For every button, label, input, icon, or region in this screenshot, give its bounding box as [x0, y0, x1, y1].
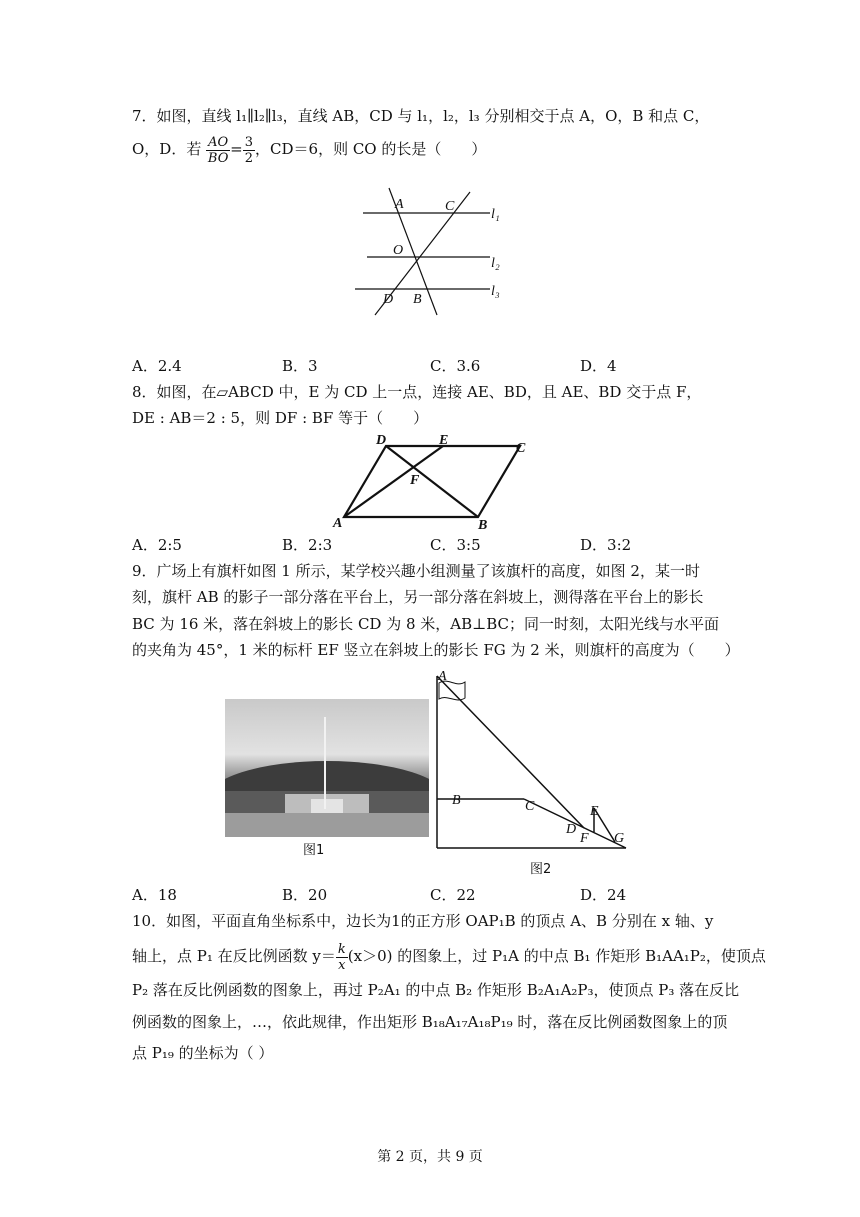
flagpole-photo-drawing: [225, 699, 429, 837]
fig2-label-d: D: [566, 822, 577, 837]
q9-option-b: B．20: [282, 886, 328, 904]
q7-option-c: C．3.6: [430, 357, 481, 375]
q7-label-l2: l₂: [491, 256, 500, 271]
fig2-label-e: E: [590, 804, 599, 819]
q8-option-b: B．2:3: [282, 536, 333, 554]
fig2-label-a: A: [438, 669, 447, 684]
q8-line-1: 8．如图，在▱ABCD 中，E 为 CD 上一点，连接 AE、BD，且 AE、BD 交于点 F，: [132, 383, 702, 401]
q7-label-a: A: [395, 197, 404, 212]
q9-option-c: C．22: [430, 886, 476, 904]
q9-option-a: A．18: [132, 886, 177, 904]
q8-label-d: D: [376, 433, 387, 448]
q7-frac2-den: 2: [244, 150, 254, 166]
q9-line-3: BC 为 16 米，落在斜坡上的影长 CD 为 8 米，AB⊥BC；同一时刻，太阳光线与水平面: [132, 615, 720, 633]
q10-line-2: [132, 940, 766, 973]
fig2-label-c: C: [525, 799, 535, 814]
q7-option-d: D．4: [580, 357, 617, 375]
q7-line-1: 7．如图，直线 l₁∥l₂∥l₃，直线 AB，CD 与 l₁，l₂，l₃ 分别相交于点 A，O，B 和点 C，: [132, 107, 710, 125]
fig1-caption-svg: [300, 838, 350, 860]
q7-option-a: A．2.4: [132, 357, 182, 375]
q8-label-c: C: [516, 441, 526, 456]
q10-line-4: 例函数的图象上，…，依此规律，作出矩形 B₁₈A₁₇A₁₈P₁₉ 时，落在反比例函数图象上的顶: [132, 1013, 728, 1031]
q8-label-f: F: [410, 473, 420, 488]
flagpole-photo: [225, 699, 429, 837]
q7-label-l3: l₃: [491, 284, 500, 299]
q10-fraction-k-x: [336, 942, 348, 973]
q7-equals: =: [230, 140, 243, 158]
q9-figure-2: [430, 668, 640, 878]
q9-line-2: 刻，旗杆 AB 的影子一部分落在平台上，另一部分落在斜坡上，测得落在平台上的影长: [132, 588, 704, 606]
q7-label-b: B: [413, 292, 422, 307]
q9-line-4: 的夹角为 45°，1 米的标杆 EF 竖立在斜坡上的影长 FG 为 2 米，则旗杆的高度为（ ）: [132, 641, 740, 659]
q7-label-d: D: [383, 292, 394, 307]
fig1-caption: 图1: [303, 843, 325, 858]
q8-label-a: A: [333, 516, 343, 531]
q7-frac2-num: 3: [244, 134, 254, 150]
q7-figure: [345, 180, 515, 320]
q8-figure: [330, 432, 530, 532]
q7-option-b: B．3: [282, 357, 318, 375]
q7-line-2b: ，CD＝6，则 CO 的长是（ ）: [255, 140, 487, 158]
q8-label-e: E: [439, 433, 449, 448]
q7-line-2a: O，D．若: [132, 140, 202, 158]
q7-frac1-den: BO: [207, 150, 229, 166]
q7-frac1-num: AO: [208, 134, 229, 150]
q8-label-b: B: [478, 518, 488, 532]
fig2-caption: 图2: [530, 862, 552, 877]
q10-line-1: 10．如图，平面直角坐标系中，边长为1的正方形 OAP₁B 的顶点 A、B 分别在 x 轴、y: [132, 912, 714, 930]
q8-option-c: C．3:5: [430, 536, 481, 554]
q10-line-3: P₂ 落在反比例函数的图象上，再过 P₂A₁ 的中点 B₂ 作矩形 B₂A₁A₂P₃，使顶点 P₃ 落在反比: [132, 981, 740, 999]
fig2-label-g: G: [614, 831, 625, 846]
fig2-label-b: B: [452, 793, 461, 808]
q8-line-2: DE : AB＝2 : 5，则 DF : BF 等于（ ）: [132, 409, 429, 427]
q7-label-o: O: [393, 243, 404, 258]
q8-option-d: D．3:2: [580, 536, 632, 554]
fig2-caption-svg: [527, 857, 577, 879]
fig2-label-f: F: [580, 831, 589, 846]
q7-label-l1: l₁: [491, 207, 500, 222]
q7-fraction-3-2: [243, 135, 255, 166]
q7-line-2: [132, 133, 486, 166]
page-footer: 第 2 页，共 9 页: [377, 1149, 483, 1165]
q10-frac-num: k: [337, 941, 346, 957]
q10-line-2b: (x＞0) 的图象上，过 P₁A 的中点 B₁ 作矩形 B₁AA₁P₂，使顶点: [347, 947, 766, 965]
q10-line-2a: 轴上，点 P₁ 在反比例函数 y＝: [132, 947, 336, 965]
q8-option-a: A．2:5: [132, 536, 182, 554]
q9-line-1: 9．广场上有旗杆如图 1 所示，某学校兴趣小组测量了该旗杆的高度，如图 2，某一时: [132, 562, 700, 580]
q10-frac-den: x: [338, 957, 346, 973]
q9-option-d: D．24: [580, 886, 627, 904]
q7-label-c: C: [445, 199, 455, 214]
q10-line-5: 点 P₁₉ 的坐标为（ ）: [132, 1044, 274, 1062]
q7-fraction-ao-bo: [206, 135, 230, 166]
